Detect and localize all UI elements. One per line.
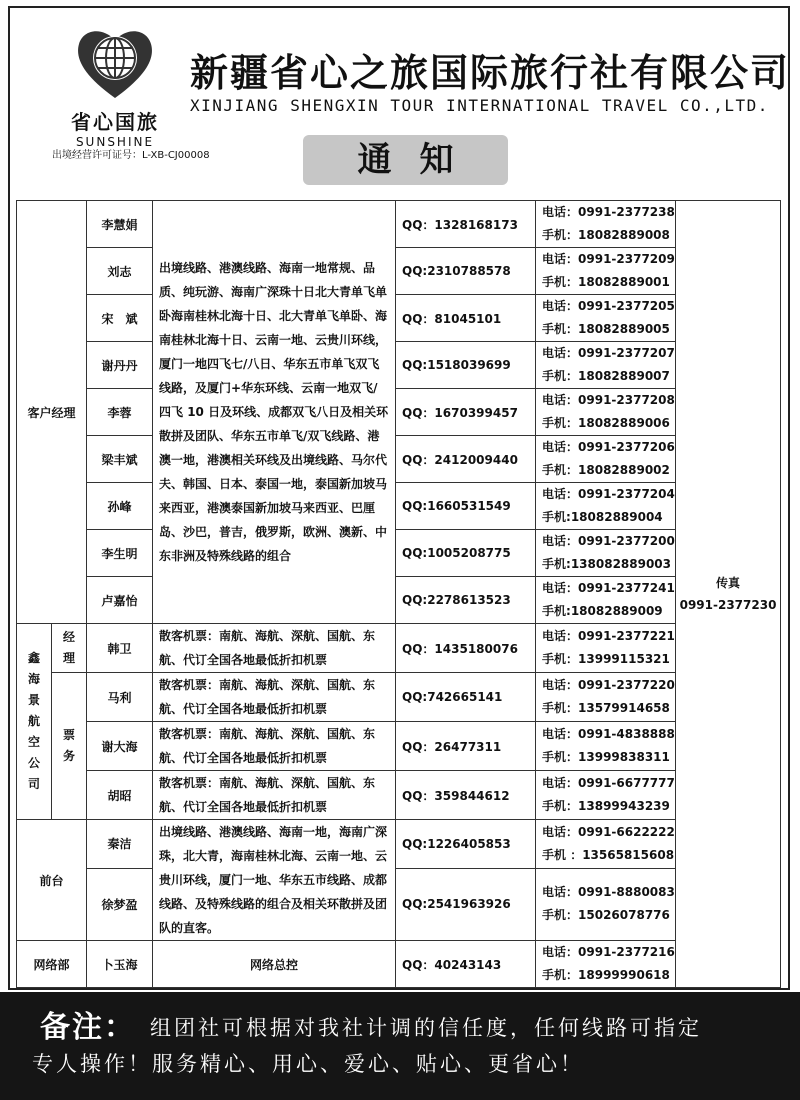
mobile: 手机：18082889006	[542, 416, 670, 430]
notice-title: 通知	[303, 135, 508, 185]
group-network: 网络部	[17, 941, 87, 988]
phone-info	[536, 820, 676, 869]
tel: 电话：0991-2377216	[542, 945, 675, 959]
phone-info	[536, 342, 676, 389]
logo-english-text: SUNSHINE	[75, 135, 155, 149]
mobile: 手机：13999838311	[542, 750, 670, 764]
staff-name: 韩卫	[87, 624, 153, 673]
tel: 电话：0991-4838888	[542, 727, 675, 741]
staff-name: 卜玉海	[87, 941, 153, 988]
phone-info	[536, 577, 676, 624]
table-row	[17, 624, 781, 673]
ticket-description: 散客机票：南航、海航、深航、国航、东航、代订全国各地最低折扣机票	[153, 771, 396, 820]
mobile: 手机:138082889003	[542, 557, 672, 571]
phone-info	[536, 771, 676, 820]
tel: 电话：0991-2377200	[542, 534, 675, 548]
mobile: 手机:18082889009	[542, 604, 663, 618]
table-row	[17, 941, 781, 988]
staff-name: 李慧娟	[87, 201, 153, 248]
company-name-en: XINJIANG SHENGXIN TOUR INTERNATIONAL TRAVEL CO.,LTD.	[190, 96, 769, 115]
heart-globe-icon	[73, 20, 157, 104]
qq-number: QQ：40243143	[396, 941, 536, 988]
tel: 电话：0991-2377208	[542, 393, 675, 407]
front-desk-description: 出境线路、港澳线路、海南一地，海南广深珠，北大青，海南桂林北海、云南一地、云贵川环线，厦门一地、华东五市线路、成都线路、及特殊线路的组合及相关环散拼及团队的直客。	[153, 820, 396, 941]
tel: 电话：0991-2377238	[542, 205, 675, 219]
tel: 电话：0991-2377209	[542, 252, 675, 266]
mobile: 手机：18082889005	[542, 322, 670, 336]
company-name-cn: 新疆省心之旅国际旅行社有限公司	[190, 51, 791, 95]
phone-info	[536, 673, 676, 722]
tel: 电话：0991-2377241	[542, 581, 675, 595]
group-xinhai-airline: 鑫 海 景 航 空 公 司	[17, 624, 52, 820]
qq-number: QQ：1328168173	[396, 201, 536, 248]
fax-number: 0991-2377230	[679, 598, 777, 612]
mobile: 手机：13899943239	[542, 799, 670, 813]
table-row	[17, 868, 781, 940]
company-logo	[60, 20, 170, 149]
qq-number: QQ：2412009440	[396, 436, 536, 483]
staff-name: 胡昭	[87, 771, 153, 820]
mobile: 手机 ：13565815608	[542, 847, 675, 862]
mobile: 手机：18999990618	[542, 968, 670, 982]
remark-line-1: 组团社可根据对我社计调的信任度，任何线路可指定	[150, 1016, 702, 1040]
phone-info	[536, 483, 676, 530]
mobile: 手机：18082889008	[542, 228, 670, 242]
tel: 电话：0991-2377220	[542, 678, 675, 692]
phone-info	[536, 868, 676, 940]
staff-name: 李生明	[87, 530, 153, 577]
staff-name: 刘志	[87, 248, 153, 295]
tel: 电话：0991-2377204	[542, 487, 675, 501]
group-customer-manager: 客户经理	[17, 201, 87, 624]
staff-name: 宋 斌	[87, 295, 153, 342]
table-row	[17, 722, 781, 771]
group-front-desk: 前台	[17, 820, 87, 941]
contact-table	[16, 200, 781, 988]
qq-number: QQ：26477311	[396, 722, 536, 771]
phone-info	[536, 530, 676, 577]
table-row	[17, 201, 781, 248]
table-row	[17, 673, 781, 722]
table-row	[17, 248, 781, 295]
qq-number: QQ:2278613523	[396, 577, 536, 624]
fax-cell	[676, 201, 781, 988]
table-row	[17, 389, 781, 436]
phone-info	[536, 624, 676, 673]
group-manager: 经 理	[52, 624, 87, 673]
phone-info	[536, 436, 676, 483]
qq-number: QQ:1518039699	[396, 342, 536, 389]
table-row	[17, 342, 781, 389]
mobile: 手机：13579914658	[542, 701, 670, 715]
qq-number: QQ:1005208775	[396, 530, 536, 577]
qq-number: QQ:742665141	[396, 673, 536, 722]
staff-name: 谢大海	[87, 722, 153, 771]
license-number: 出境经营许可证号：L-XB-CJ00008	[52, 150, 210, 161]
qq-number: QQ：1670399457	[396, 389, 536, 436]
remark-line-2: 专人操作！服务精心、用心、爱心、贴心、更省心！	[32, 1052, 584, 1076]
phone-info	[536, 201, 676, 248]
staff-name: 马利	[87, 673, 153, 722]
staff-name: 孙峰	[87, 483, 153, 530]
table-row	[17, 530, 781, 577]
staff-name: 谢丹丹	[87, 342, 153, 389]
footer-remark	[0, 992, 800, 1100]
phone-info	[536, 722, 676, 771]
phone-info	[536, 295, 676, 342]
mobile: 手机：15026078776	[542, 908, 670, 923]
qq-number: QQ：1435180076	[396, 624, 536, 673]
mobile: 手机：18082889001	[542, 275, 670, 289]
qq-number: QQ：359844612	[396, 771, 536, 820]
customer-manager-description: 出境线路、港澳线路、海南一地常规、品质、纯玩游、海南广深珠十日北大青单飞单卧海南桂林北海十日、北大青单飞单卧、海南桂林北海十日、云南一地、云贵川环线，厦门一地四飞七/八日、华东五市单飞双飞线路，及厦门+华东环线、云南一地双飞/四飞 10 日及环线、成都双飞八日及相关环散拼及团队、华东五市单飞/双飞线路、港澳一地，港澳相关环线及出境线路、马尔代夫、韩国、日本、泰国一地，泰国新加坡马来西亚，港澳泰国新加坡马来西亚、巴厘岛、沙巴，普吉，俄罗斯，欧洲、澳新、中东非洲及特殊线路的组合	[153, 201, 396, 624]
qq-number: QQ:2541963926	[396, 868, 536, 940]
table-row	[17, 436, 781, 483]
tel: 电话：0991-2377221	[542, 629, 675, 643]
tel: 电话：0991-2377205	[542, 299, 675, 313]
phone-info	[536, 389, 676, 436]
qq-number: QQ：81045101	[396, 295, 536, 342]
staff-name: 梁丰斌	[87, 436, 153, 483]
fax-label: 传真	[716, 576, 741, 590]
mobile: 手机：18082889002	[542, 463, 670, 477]
staff-name: 徐梦盈	[87, 868, 153, 940]
ticket-description: 散客机票：南航、海航、深航、国航、东航、代订全国各地最低折扣机票	[153, 722, 396, 771]
table-row	[17, 295, 781, 342]
ticket-description: 散客机票：南航、海航、深航、国航、东航、代订全国各地最低折扣机票	[153, 673, 396, 722]
table-row	[17, 820, 781, 869]
staff-name: 卢嘉怡	[87, 577, 153, 624]
staff-name: 李蓉	[87, 389, 153, 436]
network-description: 网络总控	[153, 941, 396, 988]
mobile: 手机：13999115321	[542, 652, 670, 666]
table-row	[17, 483, 781, 530]
qq-number: QQ:1660531549	[396, 483, 536, 530]
group-ticketing: 票 务	[52, 673, 87, 820]
logo-chinese-text: 省心国旅	[71, 110, 159, 134]
table-row	[17, 771, 781, 820]
header	[0, 0, 800, 200]
phone-info	[536, 941, 676, 988]
tel: 电话：0991-6677777	[542, 776, 675, 790]
tel: 电话：0991-2377206	[542, 440, 675, 454]
qq-number: QQ:1226405853	[396, 820, 536, 869]
remark-label: 备注：	[40, 1010, 136, 1045]
mobile: 手机：18082889007	[542, 369, 670, 383]
mobile: 手机:18082889004	[542, 510, 663, 524]
table-row	[17, 577, 781, 624]
ticket-description: 散客机票：南航、海航、深航、国航、东航、代订全国各地最低折扣机票	[153, 624, 396, 673]
tel: 电话：0991-2377207	[542, 346, 675, 360]
tel: 电话：0991-6622222	[542, 824, 675, 839]
phone-info	[536, 248, 676, 295]
qq-number: QQ:2310788578	[396, 248, 536, 295]
tel: 电话：0991-8880083	[542, 885, 675, 900]
staff-name: 秦洁	[87, 820, 153, 869]
